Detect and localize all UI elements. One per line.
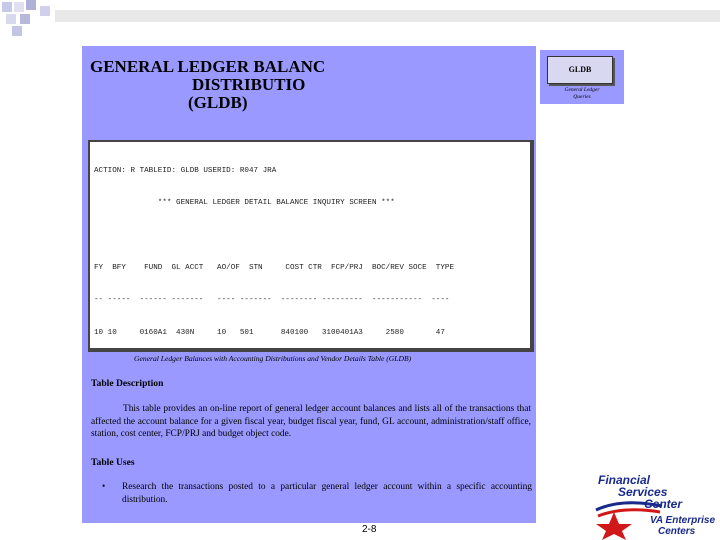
page-number: 2-8 [362,524,377,535]
table-description-text: This table provides an on-line report of general ledger account balances and lists all of the transactions that affected the account balance for a given fiscal year, budget fiscal year, fund, GL account, administration/staff office, station, cost center, FCP/PRJ and budget object code. [91,404,531,440]
page-title [90,58,325,112]
slide-page [82,46,536,523]
gldb-subtitle-line: Queries [573,94,591,100]
table-uses-heading: Table Uses [91,457,135,468]
title-line-1: GENERAL LEDGER BALANC [90,57,326,76]
logo-line-5: Centers [658,526,696,537]
top-gray-bar [55,10,720,22]
table-description-heading: Table Description [91,378,164,389]
gldb-label: GLDB [568,65,592,74]
gldb-subtitle-line: General Ledger [564,87,600,93]
screen-caption: General Ledger Balances with Accounting Distributions and Vendor Details Table (GLDB) [134,354,412,363]
screen-line [94,230,526,241]
gldb-subtitle [540,87,624,101]
gldb-side-box [540,50,624,104]
screen-line: -- ----- ------ ------- ---- ------- -------- --------- ----------- ---- [94,296,450,305]
screen-line: *** GENERAL LEDGER DETAIL BALANCE INQUIRY SCREEN *** [94,198,395,207]
logo-line-4: VA Enterprise [650,515,716,526]
list-item [102,481,532,506]
decorative-squares [0,0,60,40]
list-item-text: Research the transactions posted to a particular general ledger account within a specific accounting distribution. [122,482,532,505]
logo-line-1: Financial [598,473,651,487]
gldb-button [547,56,613,84]
title-line-2: DISTRIBUTIO [192,75,306,94]
fsc-logo [592,470,720,540]
terminal-screen [88,140,534,352]
title-line-3: (GLDB) [188,93,248,112]
bullet-icon: • [102,482,106,492]
screen-line: ACTION: R TABLEID: GLDB USERID: R047 JRA [94,166,277,175]
screen-line: FY BFY FUND GL ACCT AO/OF STN COST CTR FCP/PRJ BOC/REV SOCE TYPE [94,263,455,272]
logo-line-2: Services [618,485,668,499]
screen-line: 10 10 0160A1 430N 10 501 840100 3100401A3 2580 47 [94,328,445,337]
logo-line-3: Center [644,497,683,511]
